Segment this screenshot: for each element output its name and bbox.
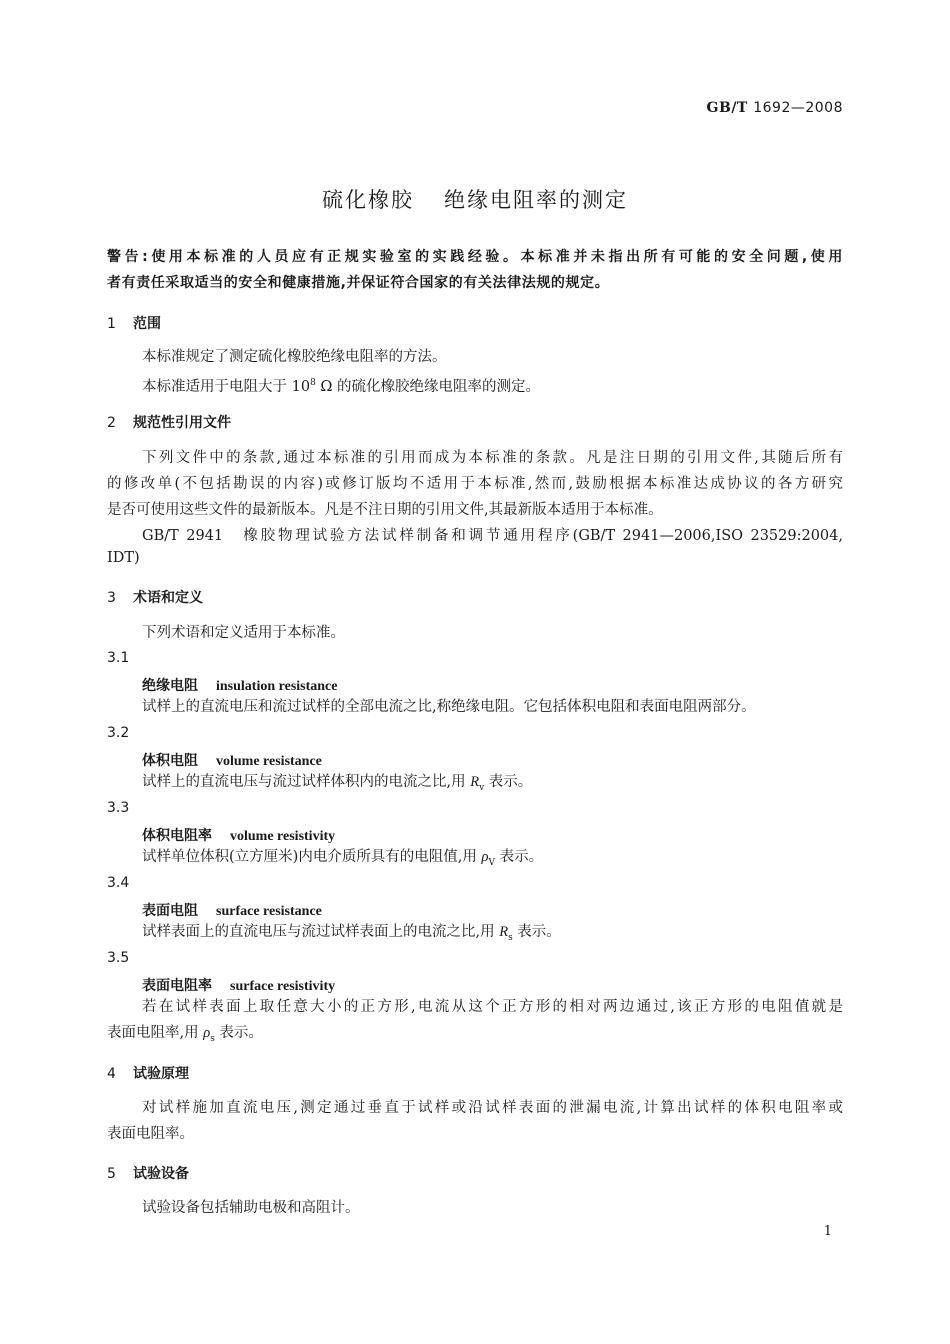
- reference-line-2: IDT): [107, 550, 140, 566]
- section-2-para-line-2: 的修改单(不包括勘误的内容)或修订版均不适用于本标准,然而,鼓励根据本标准达成协议的各方研究: [107, 476, 843, 492]
- section-3-heading: 3 术语和定义: [107, 590, 203, 606]
- document-title: [0, 184, 950, 214]
- term-3-1-heading: 绝缘电阻 insulation resistance: [142, 678, 338, 694]
- term-3-4-number: 3.4: [107, 875, 130, 891]
- term-3-2-heading: 体积电阻 volume resistance: [142, 753, 322, 769]
- section-5-para-1: 试验设备包括辅助电极和高阻计。: [142, 1200, 360, 1216]
- term-3-5-definition-line-2: 表面电阻率,用 $\rho_s$ 表示。: [107, 1025, 263, 1044]
- term-3-3-definition: 试样单位体积(立方厘米)内电介质所具有的电阻值,用 $\rho_V$ 表示。: [142, 849, 544, 868]
- term-3-1-number: 3.1: [107, 650, 130, 666]
- term-3-5-definition-line-1: 若在试样表面上取任意大小的正方形,电流从这个正方形的相对两边通过,该正方形的电阻值就是: [142, 999, 843, 1015]
- reference-line-1: GB/T 2941 橡胶物理试验方法试样制备和调节通用程序(GB/T 2941—2006,ISO 23529:2004,: [142, 528, 843, 544]
- section-2-para-line-3: 是否可使用这些文件的最新版本。凡是不注日期的引用文件,其最新版本适用于本标准。: [107, 502, 663, 518]
- section-1-heading: 1 范围: [107, 316, 161, 332]
- term-3-1-definition: 试样上的直流电压和流过试样的全部电流之比,称绝缘电阻。它包括体积电阻和表面电阻两部分。: [142, 699, 756, 715]
- title-part-2: 绝缘电阻率的测定: [444, 188, 628, 212]
- section-2-para-line-1: 下列文件中的条款,通过本标准的引用而成为本标准的条款。凡是注日期的引用文件,其随后所有: [142, 450, 843, 466]
- section-1-para-2: 本标准适用于电阻大于 $10^8$ Ω 的硫化橡胶绝缘电阻率的测定。: [142, 378, 541, 395]
- warning-line-1: 警告:使用本标准的人员应有正规实验室的实践经验。本标准并未指出所有可能的安全问题,使用: [107, 249, 843, 265]
- section-2-heading: 2 规范性引用文件: [107, 415, 231, 431]
- term-3-5-number: 3.5: [107, 950, 130, 966]
- term-3-3-number: 3.3: [107, 800, 130, 816]
- section-1-para-1: 本标准规定了测定硫化橡胶绝缘电阻率的方法。: [142, 349, 447, 365]
- section-5-heading: 5 试验设备: [107, 1166, 189, 1182]
- title-part-1: 硫化橡胶: [322, 188, 414, 212]
- term-3-2-definition: 试样上的直流电压与流过试样体积内的电流之比,用 $R_v$ 表示。: [142, 774, 533, 793]
- section-4-para-line-2: 表面电阻率。: [107, 1126, 194, 1142]
- standard-code: 1692—2008: [753, 100, 843, 116]
- term-3-4-heading: 表面电阻 surface resistance: [142, 903, 322, 919]
- standard-number: [707, 100, 843, 116]
- term-3-4-definition: 试样表面上的直流电压与流过试样表面上的电流之比,用 $R_s$ 表示。: [142, 924, 561, 943]
- term-3-5-heading: 表面电阻率 surface resistivity: [142, 978, 336, 994]
- section-3-intro: 下列术语和定义适用于本标准。: [142, 625, 345, 641]
- section-4-heading: 4 试验原理: [107, 1066, 189, 1082]
- section-4-para-line-1: 对试样施加直流电压,测定通过垂直于试样或沿试样表面的泄漏电流,计算出试样的体积电阻率或: [142, 1100, 843, 1116]
- page-number: 1: [823, 1224, 832, 1239]
- term-3-2-number: 3.2: [107, 725, 130, 741]
- term-3-3-heading: 体积电阻率 volume resistivity: [142, 828, 336, 844]
- standard-prefix: GB/T: [706, 100, 748, 116]
- warning-line-2: 者有责任采取适当的安全和健康措施,并保证符合国家的有关法律法规的规定。: [107, 275, 610, 291]
